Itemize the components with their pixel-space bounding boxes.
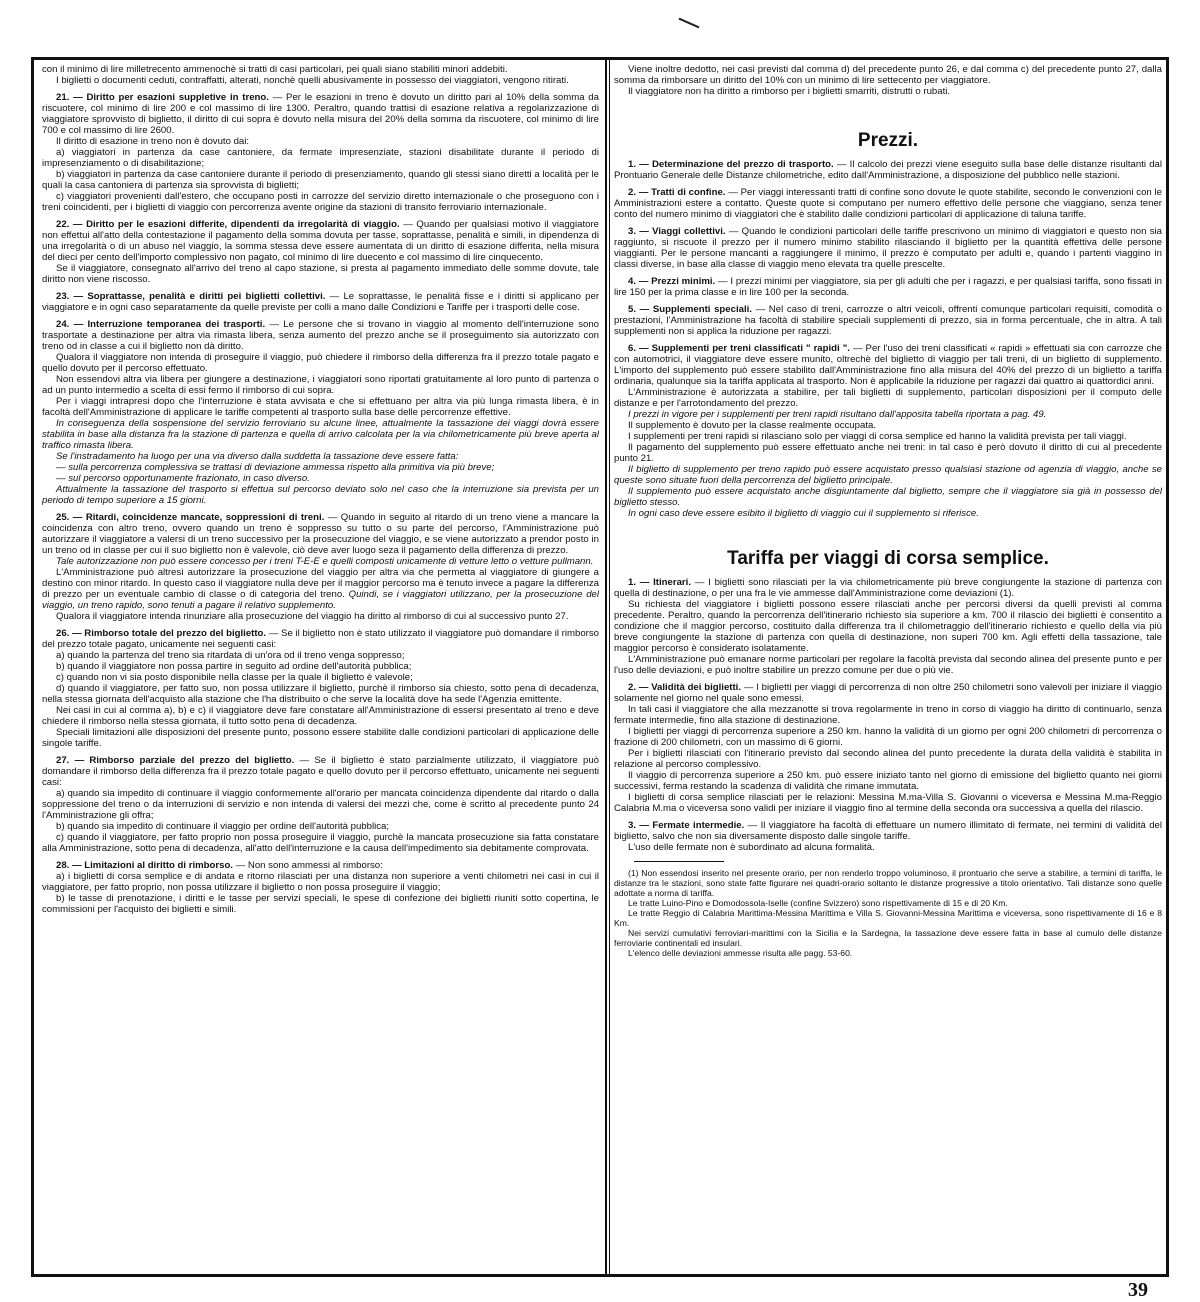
prezzi-item-2 xyxy=(614,187,1162,220)
page-frame xyxy=(31,57,1169,1277)
section-23-heading: 23. — Soprattasse, penalità e diritti pei biglietti collettivi. xyxy=(56,291,326,302)
tariffa-item-1 xyxy=(614,577,1162,599)
section-24-text: — Le persone che si trovano in viaggio al momento dell'interruzione sono trasportate a destinazione per altra via rimasta libera, senza aumento del prezzo anche se il proseguimento sia autorizzato con treno od in classe a cui il biglietto non dà diritto. xyxy=(42,319,599,352)
paragraph: L'Amministrazione è autorizzata a stabilire, per tali biglietti di supplemento, particolari disposizioni per il computo delle distanze e per l'arrotondamento del prezzo. xyxy=(614,387,1162,409)
tariffa-item-heading: 1. — Itinerari. xyxy=(628,577,691,588)
left-column xyxy=(42,64,599,1270)
paragraph xyxy=(42,567,599,611)
paragraph: Il pagamento del supplemento può essere effettuato anche nei treni: in tal caso è però dovuto il diritto di cui al precedente punto 21. xyxy=(614,442,1162,464)
list-item: b) viaggiatori in partenza da case cantoniere durante il periodo di presenziamento, quando gli stessi siano diretti a località per le quali la casa cantoniera di partenza sia sprovvista di biglietti; xyxy=(42,169,599,191)
prezzi-item-heading: 3. — Viaggi collettivi. xyxy=(628,226,726,237)
prezzi-item-5 xyxy=(614,304,1162,337)
paragraph: Qualora il viaggiatore non intenda di proseguire il viaggio, può chiedere il rimborso della differenza fra il prezzo totale pagato e quello dovuto per il percorso effettuato. xyxy=(42,352,599,374)
page-number: 39 xyxy=(1128,1279,1148,1301)
section-24-heading: 24. — Interruzione temporanea dei trasporti. xyxy=(56,319,266,330)
section-21-text: — Per le esazioni in treno è dovuto un diritto pari al 10% della somma da riscuotere, col minimo di lire 200 e col massimo di lire 1300. Peraltro, quando trattisi di esazione relativa a regolarizzazione di viaggiatore sprovvisto di biglietto, il diritto di cui sopra è dovuto nella misura del 20% della somma da riscuotere, col minimo di lire 700 e col massimo di lire 2600. xyxy=(42,92,599,136)
prezzi-item-text: — Per viaggi interessanti tratti di confine sono dovute le quote stabilite, secondo le convenzioni con le Amministrazioni estere a contatto. Queste quote si computano per numero effettivo delle persone che viaggiano, senza tener conto del numero minimo di viaggiatori che è stabilito dalle condizioni particolari di applicazione di taluna tariffe. xyxy=(614,187,1162,220)
section-28-text: — Non sono ammessi al rimborso: xyxy=(235,860,383,871)
tariffa-item-2 xyxy=(614,682,1162,704)
italic-note: Attualmente la tassazione del trasporto si effettua sul percorso deviato solo nel caso che la interruzione sia prevista per un periodo di tempo superiore a 15 giorni. xyxy=(42,484,599,506)
prezzi-item-heading: 2. — Tratti di confine. xyxy=(628,187,726,198)
italic-note: I prezzi in vigore per i supplementi per treni rapidi risultano dall'apposita tabella riportata a pag. 49. xyxy=(628,409,1047,420)
paragraph: Se il viaggiatore, consegnato all'arrivo del treno al capo stazione, si presta al pagamento immediato delle somme dovute, tale diritto non viene riscosso. xyxy=(42,263,599,285)
list-item: c) viaggiatori provenienti dall'estero, che occupano posti in carrozze del servizio diretto internazionale o che proseguono con i treni coincidenti, per i biglietti di viaggio con percorrenza avente origine da stazioni di transito ferroviario internazionale. xyxy=(42,191,599,213)
section-22 xyxy=(42,219,599,263)
footnote: Nei servizi cumulativi ferroviari-marittimi con la Sicilia e la Sardegna, la tassazione deve essere fatta in base al cumulo delle distanze ferroviarie continentali ed insulari. xyxy=(614,928,1162,948)
section-26-text: — Se il biglietto non è stato utilizzato il viaggiatore può domandare il rimborso del prezzo totale pagato, unicamente nei seguenti casi: xyxy=(42,628,599,650)
footnote: Le tratte Reggio di Calabria Marittima-Messina Marittima e Villa S. Giovanni-Messina Marittima e viceversa, sono rispettivamente di 16 e 8 Km. xyxy=(614,908,1162,928)
italic-note: Il biglietto di supplemento per treno rapido può essere acquistato presso qualsiasi stazione od agenzia di viaggio, anche se queste sono situate fuori della percorrenza del biglietto principale. xyxy=(614,464,1162,486)
list-item: a) quando sia impedito di continuare il viaggio conformemente all'orario per mancata coincidenza dipendente dal ritardo o dalla soppressione del treno o da interruzioni di servizio e non intenda di valersi dei mezzi che, come è scritto al precedente punto 24 l'Amministrazione gli offra; xyxy=(42,788,599,821)
paragraph: Qualora il viaggiatore intenda rinunziare alla prosecuzione del viaggio ha diritto al rimborso di cui al successivo punto 27. xyxy=(56,611,569,622)
prezzi-item-heading: 1. — Determinazione del prezzo di trasporto. xyxy=(628,159,834,170)
column-divider xyxy=(605,60,610,1274)
list-item: a) viaggiatori in partenza da case cantoniere, da fermate impresenziate, stazioni disabilitate durante il periodo di impresenziamento o di disabilitazione; xyxy=(42,147,599,169)
paragraph: L'uso delle fermate non è subordinato ad alcuna formalità. xyxy=(628,842,875,853)
tariffa-item-text: — Il viaggiatore ha facoltà di effettuare un numero illimitato di fermate, nei termini di validità del biglietto, salvo che non sia diversamente disposto dalle singole tariffe. xyxy=(614,820,1162,842)
prezzi-item-text: — I prezzi minimi per viaggiatore, sia per gli adulti che per i ragazzi, e per qualsiasi tariffa, sono fissati in lire 150 per la prima classe e in lire 100 per la seconda. xyxy=(614,276,1162,298)
section-25 xyxy=(42,512,599,556)
section-27-heading: 27. — Rimborso parziale del prezzo del biglietto. xyxy=(56,755,295,766)
list-item: b) le tasse di prenotazione, i diritti e le tasse per servizi speciali, le spese di confezione dei biglietti riuniti sotto copertina, le commissioni per l'acquisto dei biglietti e simili. xyxy=(42,893,599,915)
italic-note: Tale autorizzazione non può essere concesso per i treni T-E-E e quelli composti unicamente di vetture letto o vetture pullmann. xyxy=(56,556,594,567)
prezzi-title: Prezzi. xyxy=(857,130,919,151)
left-intro-2: I biglietti o documenti ceduti, contraffatti, alterati, nonchè quelli abusivamente in possesso dei viaggiatori, vengono ritirati. xyxy=(56,75,569,86)
list-item: d) quando il viaggiatore, per fatto suo, non possa utilizzare il biglietto, purchè il rimborso sia chiesto, sotto pena di decadenza, nella stessa giornata dell'acquisto alla stazione che l'ha distribuito o che serve la località dove ha sede l'Agenzia emittente. xyxy=(42,683,599,705)
paragraph: I biglietti di corsa semplice rilasciati per le relazioni: Messina M.ma-Villa S. Giovanni o viceversa e Messina M.ma-Reggio Calabria M.ma o viceversa sono validi per iniziare il viaggio fino al termine della seconda ora successiva a quella del rilascio. xyxy=(614,792,1162,814)
section-21 xyxy=(42,92,599,136)
prezzi-item-text: — Il calcolo dei prezzi viene eseguito sulla base delle distanze risultanti dal Prontuario Generale delle Distanze chilometriche, edito dall'Amministrazione, a disposizione del pubblico nelle stazioni. xyxy=(614,159,1162,181)
tariffa-item-text: — I biglietti sono rilasciati per la via chilometricamente più breve congiungente la stazione di partenza con quella di destinazione, o per una fra le vie ammesse dall'Amministrazione come deviazioni (1). xyxy=(614,577,1162,599)
right-intro-2: Il viaggiatore non ha diritto a rimborso per i biglietti smarriti, distrutti o rubati. xyxy=(628,86,951,97)
paragraph: Per i biglietti rilasciati con l'itinerario previsto dal secondo alinea del punto precedente la durata della validità è stabilita in relazione al percorso complessivo. xyxy=(614,748,1162,770)
left-intro-1: con il minimo di lire milletrecento ammenochè si tratti di casi particolari, pei quali siano stabiliti minori addebiti. xyxy=(42,64,508,75)
prezzi-item-heading: 6. — Supplementi per treni classificati " rapidi ". xyxy=(628,343,850,354)
italic-note: In conseguenza della sospensione del servizio ferroviario su alcune linee, attualmente la tassazione dei viaggi dovrà essere stabilita in base alla distanza fra la stazione di partenza e quella di arrivo calcolata per la via chilometricamente più breve aperta al traffico rimasta libera. xyxy=(42,418,599,451)
paragraph: Il supplemento è dovuto per la classe realmente occupata. xyxy=(628,420,876,431)
italic-note: Se l'instradamento ha luogo per una via diverso dalla suddetta la tassazione deve essere fatta: xyxy=(56,451,459,462)
prezzi-item-3 xyxy=(614,226,1162,270)
italic-note: Il supplemento può essere acquistato anche disgiuntamente dal biglietto, sempre che il viaggiatore sia già in possesso del biglietto stesso. xyxy=(614,486,1162,508)
paragraph: Per i viaggi intrapresi dopo che l'interruzione è stata avvisata e che si effettuano per altra via più lunga rimasta libera, è in facoltà dell'Amministrazione di applicare le tariffe competenti al trasporto sulla base delle percorrenze effettive. xyxy=(42,396,599,418)
prezzi-item-heading: 4. — Prezzi minimi. xyxy=(628,276,716,287)
prezzi-item-6 xyxy=(614,343,1162,387)
section-25-heading: 25. — Ritardi, coincidenze mancate, soppressioni di treni. xyxy=(56,512,325,523)
paragraph: Non essendovi altra via libera per giungere a destinazione, i viaggiatori sono riportati gratuitamente al loro punto di partenza o ad un punto intermedio a scelta di essi fermo il rimborso di cui sopra. xyxy=(42,374,599,396)
right-intro-1: Viene inoltre dedotto, nei casi previsti dal comma d) del precedente punto 26, e dal comma c) del precedente punto 27, dalla somma da rimborsare un diritto del 10% con un minimo di lire settecento per viaggiatore. xyxy=(614,64,1162,86)
section-23 xyxy=(42,291,599,313)
paragraph: L'Amministrazione può emanare norme particolari per regolare la facoltà prevista dal secondo alinea del presente punto e per l'uso delle deviazioni, e può inoltre stabilire un prezzo comune per due o più vie. xyxy=(614,654,1162,676)
tariffa-item-text: — I biglietti per viaggi di percorrenza di non oltre 250 chilometri sono valevoli per iniziare il viaggio solamente nel giorno nel quale sono emessi. xyxy=(614,682,1162,704)
section-25-text: — Quando in seguito al ritardo di un treno viene a mancare la coincidenza con altro treno, ovvero quando un treno è soppresso su tutto o su parte del percorso, l'Amministrazione può autorizzare il viaggiatore a valersi di un treno successivo per la prosecuzione del viaggio, e se viene autorizzato a prendor posto in un treno od in classe per cui il suo biglietto non è valevole, ciò deve aver luogo seza il pagamento della differenza di prezzo. xyxy=(42,512,599,556)
prezzi-item-1 xyxy=(614,159,1162,181)
paragraph: Speciali limitazioni alle disposizioni del presente punto, possono essere stabilite dalle condizioni particolari di applicazione delle singole tariffe. xyxy=(42,727,599,749)
italic-note: — sulla percorrenza complessiva se trattasi di deviazione ammessa rispetto alla primitiva via più breve; xyxy=(56,462,495,473)
footnote-rule xyxy=(634,861,724,862)
section-27-text: — Se il biglietto è stato parzialmente utilizzato, il viaggiatore può domandare il rimborso della differenza fra il prezzo totale pagato e quello dovuto per il percorso effettuato, unicamente nei seguenti casi: xyxy=(42,755,599,788)
section-24 xyxy=(42,319,599,352)
italic-note: In ogni caso deve essere esibito il biglietto di viaggio cui il supplemento si riferisce. xyxy=(628,508,979,519)
paragraph: I supplementi per treni rapidi si rilasciano solo per viaggi di corsa semplice ed hanno la validità prevista per tali viaggi. xyxy=(628,431,1127,442)
list-item: a) quando la partenza del treno sia ritardata di un'ora od il treno venga soppresso; xyxy=(56,650,405,661)
paragraph: I biglietti per viaggi di percorrenza superiore a 250 km. hanno la validità di un giorno per ogni 200 chilometri di percorrenza o frazione di 200 chilometri, con un massimo di 6 giorni. xyxy=(614,726,1162,748)
footnote: Le tratte Luino-Pino e Domodossola-Iselle (confine Svizzero) sono rispettivamente di 15 e di 20 Km. xyxy=(628,898,1008,908)
paragraph: Il viaggio di percorrenza superiore a 250 km. può essere iniziato tanto nel giorno di emissione del biglietto quanto nei giorni successivi, ferma restando la scadenza di validità che rimane immutata. xyxy=(614,770,1162,792)
section-22-text: — Quando per qualsiasi motivo il viaggiatore non effettui all'atto della contestazione il pagamento della somma dovuta per tasse, soprattasse, penalità e simili, in dipendenza di una irregolarità o di un abuso nel viaggio, la somma stessa deve essere aumentata di un diritto di esazione differita, nella misura del dieci per cento dell'importo complessivo non pagato, col minimo di lire duecento e col massimo di lire cinquecento. xyxy=(42,219,599,263)
italic-note: Quindi, se i viaggiatori utilizzano, per la prosecuzione del viaggio, un treno rapido, sono tenuti a pagare il relativo supplemento. xyxy=(42,589,599,611)
list-item: a) i biglietti di corsa semplice e di andata e ritorno rilasciati per una distanza non superiore a venti chilometri nei casi in cui il viaggiatore, per fatto proprio, non possa utilizzare il biglietto o non possa proseguire il viaggio; xyxy=(42,871,599,893)
section-26-heading: 26. — Rimborso totale del prezzo del biglietto. xyxy=(56,628,267,639)
paragraph-text: L'Amministrazione può altresì autorizzare la prosecuzione del viaggio per altra via che permetta al viaggiatore di giungere a destino con minor ritardo. In questo caso il viaggiatore nulla deve per il maggior percorso ma è tenuto invece a pagare la differenza di prezzo per un eventuale cambio di classe o di categoria del treno. xyxy=(42,567,599,600)
paragraph: In tali casi il viaggiatore che alla mezzanotte si trova regolarmente in treno in corso di viaggio ha diritto di continuarlo, senza fermate intermedie, fino alla stazione di destinazione. xyxy=(614,704,1162,726)
section-21-heading: 21. — Diritto per esazioni suppletive in treno. xyxy=(56,92,269,103)
list-item: c) quando non vi sia posto disponibile nella classe per la quale il biglietto è valevole; xyxy=(56,672,413,683)
tariffa-title: Tariffa per viaggi di corsa semplice. xyxy=(727,548,1049,569)
section-22-heading: 22. — Diritto per le esazioni differite, dipendenti da irregolarità di viaggio. xyxy=(56,219,400,230)
list-item: b) quando sia impedito di continuare il viaggio per ordine dell'autorità pubblica; xyxy=(56,821,390,832)
prezzi-item-heading: 5. — Supplementi speciali. xyxy=(628,304,752,315)
tariffa-item-heading: 2. — Validità dei biglietti. xyxy=(628,682,742,693)
section-28 xyxy=(42,860,599,871)
tariffa-item-3 xyxy=(614,820,1162,842)
footnote: (1) Non essendosi inserito nel presente orario, per non renderlo troppo voluminoso, il prontuario che serve a stabilire, a termini di tariffa, le distanze tra le stazioni, sono state fatte figurare nei quadri-orario soltanto le distanze progressive a titolo orientativo. Tali distanze sono quelle adottate a norma di tariffa. xyxy=(614,868,1162,898)
section-26 xyxy=(42,628,599,650)
paragraph: Nei casi in cui al comma a), b) e c) il viaggiatore deve fare constatare all'Amministrazione di essersi presentato al treno e deve chiedere il rimborso nella stessa giornata, il tutto sotto pena di decadenza. xyxy=(42,705,599,727)
list-item: b) quando il viaggiatore non possa partire in seguito ad ordine dell'autorità pubblica; xyxy=(56,661,412,672)
prezzi-item-text: — Quando le condizioni particolari delle tariffe prescrivono un minimo di viaggiatori e questo non sia raggiunto, si riscuote il prezzo per il numero minimo stabilito rilasciando il biglietto per la quantità effettiva delle persone viaggianti. Per le persone mancanti a raggiungere il minimo, il prezzo è computato per adulti e, quando i partenti viaggino in classi diverse, in base alla classe di viaggio meno elevata tra quelle prescelte. xyxy=(614,226,1162,270)
section-28-heading: 28. — Limitazioni al diritto di rimborso. xyxy=(56,860,233,871)
paragraph: Su richiesta del viaggiatore i biglietti possono essere rilasciati anche per percorsi diversi da quelli previsti al comma precedente. Peraltro, quando la percorrenza dell'itinerario richiesto sia superiore a km. 700 il rilascio dei biglietti è consentito a condizione che il maggior percorso, costituito dalla differenza tra il chilometraggio dell'itinerario richiesto e quello della via più breve congiungente la stazione di partenza con quella di destinazione, non superi 700 km. Agli effetti della tassazione, tale maggior percorso è considerato isolatamente. xyxy=(614,599,1162,654)
section-23-text: — Le soprattasse, le penalità fisse e i diritti si applicano per viaggiatore e in ogni caso separatamente da quelle previste per colli a mano dalle Condizioni e Tariffe per i trasporti delle cose. xyxy=(42,291,599,313)
scan-mark xyxy=(679,18,700,29)
prezzi-item-text: — Nel caso di treni, carrozze o altri veicoli, offrenti comunque particolari requisiti, comodità o prestazioni, l'Amministrazione ha facoltà di stabilire speciali supplementi di prezzo, sia in forma percentuale, che in altra. A tali supplementi non si applica la riduzione per ragazzi. xyxy=(614,304,1162,337)
italic-note: — sul percorso opportunamente frazionato, in caso diverso. xyxy=(56,473,310,484)
paragraph: Il diritto di esazione in treno non è dovuto dai: xyxy=(56,136,250,147)
footnote: L'elenco delle deviazioni ammesse risulta alle pagg. 53-60. xyxy=(628,948,853,958)
tariffa-item-heading: 3. — Fermate intermedie. xyxy=(628,820,745,831)
prezzi-item-4 xyxy=(614,276,1162,298)
right-column xyxy=(614,64,1162,1270)
list-item: c) quando il viaggiatore, per fatto proprio non possa proseguire il viaggio, purchè la mancata prosecuzione sia fatta constatare alla Amministrazione, sotto pena di decadenza, all'atto dell'interruzione e la causa dell'impedimento sia debitamente comprovata. xyxy=(42,832,599,854)
section-27 xyxy=(42,755,599,788)
prezzi-item-text: — Per l'uso dei treni classificati « rapidi » effettuati sia con carrozze che con automotrici, il viaggiatore deve essere munito, oltrechè del biglietto di viaggio per tali treni, di un biglietto di supplemento. L'importo del supplemento può essere stabilito dall'Amministrazione fino alla misura del 40% del prezzo di un biglietto a tariffa ordinaria, qualunque sia la tariffa applicata al trasporto. Non è applicabile la riduzione per ragazzi dai quattro ai quattordici anni. xyxy=(614,343,1162,387)
